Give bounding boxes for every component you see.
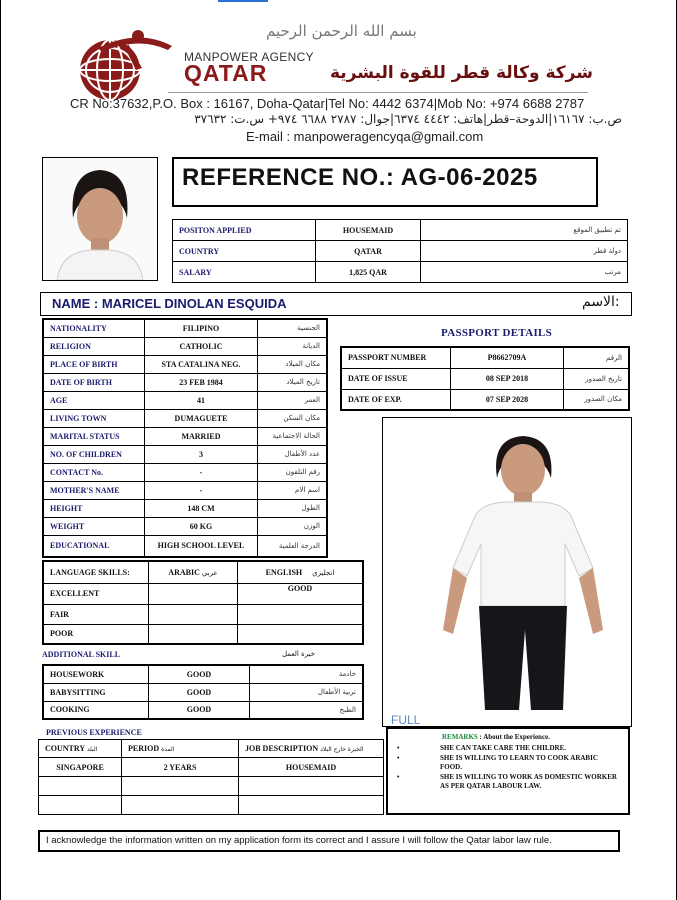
skill-value: GOOD	[149, 683, 250, 701]
skill-value: GOOD	[149, 701, 250, 719]
remarks-title-label: REMARKS	[442, 733, 478, 741]
personal-field-label: HEIGHT	[43, 499, 145, 517]
personal-field-label-arabic: الوزن	[258, 517, 328, 535]
skill-label: COOKING	[43, 701, 149, 719]
header-divider	[168, 92, 588, 93]
passport-table	[340, 346, 630, 411]
country-label: COUNTRY	[173, 241, 316, 262]
country-label-arabic: دولة قطر	[421, 241, 628, 262]
personal-field-label: EDUCATIONAL	[43, 535, 145, 557]
english-excellent: GOOD	[238, 583, 364, 604]
personal-field-label: MARITAL STATUS	[43, 427, 145, 445]
experience-job	[239, 777, 384, 796]
position-value: HOUSEMAID	[316, 220, 421, 241]
contact-line-english: CR No:37632,P.O. Box : 16167, Doha-Qatar|Tel No: 4442 6374|Mob No: +974 6688 2787	[70, 96, 585, 111]
additional-skill-title-arabic: خبرة العمل	[282, 650, 315, 658]
table-row	[43, 319, 327, 337]
english-poor	[238, 624, 364, 644]
personal-field-label: AGE	[43, 391, 145, 409]
personal-field-value: -	[145, 481, 258, 499]
remarks-bullet: •	[397, 773, 400, 781]
english-fair	[238, 604, 364, 624]
job-header	[239, 740, 384, 758]
personal-field-value: 41	[145, 391, 258, 409]
skill-label-arabic: تربية الأطفال	[250, 683, 364, 701]
table-row	[43, 499, 327, 517]
arabic-fair	[149, 604, 238, 624]
table-row	[341, 368, 629, 389]
table-row	[341, 389, 629, 410]
remarks-item: SHE IS WILLING TO WORK AS DOMESTIC WORKER AS PER QATAR LABOUR LAW.	[440, 773, 617, 790]
country-header-arabic: البلد	[86, 746, 98, 753]
table-row	[43, 391, 327, 409]
table-row	[39, 796, 384, 815]
applicant-full-body-photo	[382, 417, 632, 727]
skill-label-arabic: الطبخ	[250, 701, 364, 719]
personal-field-label-arabic: عدد الأطفال	[258, 445, 328, 463]
personal-field-value: MARRIED	[145, 427, 258, 445]
language-skills-table	[42, 560, 364, 645]
passport-field-value: 08 SEP 2018	[451, 368, 564, 389]
table-row	[43, 355, 327, 373]
table-row	[39, 740, 384, 758]
personal-field-label: WEIGHT	[43, 517, 145, 535]
additional-skill-title: ADDITIONAL SKILL	[42, 650, 121, 659]
passport-field-value: P8662709A	[451, 347, 564, 368]
personal-field-label-arabic: تاريخ الميلاد	[258, 373, 328, 391]
salary-label: SALARY	[173, 262, 316, 283]
table-row	[43, 481, 327, 499]
position-label: POSITON APPLIED	[173, 220, 316, 241]
personal-field-label: MOTHER'S NAME	[43, 481, 145, 499]
experience-country: SINGAPORE	[39, 758, 122, 777]
level-excellent: EXCELLENT	[43, 583, 149, 604]
personal-field-label-arabic: الحالة الاجتماعية	[258, 427, 328, 445]
remarks-bullet: •	[397, 744, 400, 752]
applicant-headshot-photo	[42, 157, 158, 281]
personal-field-label: NATIONALITY	[43, 319, 145, 337]
personal-field-value: HIGH SCHOOL LEVEL	[145, 535, 258, 557]
remarks-item: SHE IS WILLING TO LEARN TO COOK ARABIC FOOD.	[440, 754, 598, 771]
page-border-left	[0, 0, 1, 900]
table-row	[173, 262, 628, 283]
table-row	[39, 758, 384, 777]
personal-field-label: DATE OF BIRTH	[43, 373, 145, 391]
table-row	[43, 561, 363, 583]
arabic-excellent	[149, 583, 238, 604]
experience-period	[122, 796, 239, 815]
email-line: E-mail : manpoweragencyqa@gmail.com	[246, 129, 484, 144]
table-row	[43, 445, 327, 463]
personal-field-value: 60 KG	[145, 517, 258, 535]
top-accent-line	[218, 0, 268, 2]
contact-line-arabic: ص.ب: ١٦١٦٧|الدوحة–قطر|هاتف: ٤٤٤٢ ٦٣٧٤|جوال: ٢٧٨٧ ٦٦٨٨ ٩٧٤+ س.ت: ٣٧٦٣٢	[194, 112, 622, 126]
table-row	[43, 409, 327, 427]
personal-field-label-arabic: الجنسية	[258, 319, 328, 337]
remarks-title-suffix: : About the Experience.	[477, 733, 550, 741]
personal-field-label-arabic: الديانة	[258, 337, 328, 355]
personal-field-value: STA CATALINA NEG.	[145, 355, 258, 373]
table-row	[43, 701, 363, 719]
additional-skill-table	[42, 664, 364, 720]
table-row	[341, 347, 629, 368]
name-label-arabic: الاسم:	[582, 294, 620, 310]
job-header-label: JOB DESCRIPTION	[245, 744, 319, 753]
skill-label-arabic: خادمة	[250, 665, 364, 683]
remarks-item: SHE CAN TAKE CARE THE CHILDRE.	[440, 744, 567, 752]
skill-value: GOOD	[149, 665, 250, 683]
personal-field-value: -	[145, 463, 258, 481]
table-row	[173, 241, 628, 262]
country-header-label: COUNTRY	[45, 744, 85, 753]
passport-field-label-arabic: الرقم	[564, 347, 630, 368]
personal-field-label-arabic: مكان الميلاد	[258, 355, 328, 373]
table-row	[43, 373, 327, 391]
arabic-column	[149, 561, 238, 583]
experience-country	[39, 777, 122, 796]
arabic-label-arabic: عربي	[201, 568, 218, 577]
personal-field-label: RELIGION	[43, 337, 145, 355]
job-header-arabic: الخبرة خارج البلاد	[320, 746, 364, 753]
applicant-name: NAME : MARICEL DINOLAN ESQUIDA	[52, 296, 287, 311]
passport-field-label: DATE OF EXP.	[341, 389, 451, 410]
personal-field-value: DUMAGUETE	[145, 409, 258, 427]
table-row	[173, 220, 628, 241]
personal-field-label: NO. OF CHILDREN	[43, 445, 145, 463]
personal-field-value: 23 FEB 1984	[145, 373, 258, 391]
remarks-bullet: •	[397, 754, 400, 762]
period-header-arabic: المدة	[161, 746, 175, 753]
personal-field-label-arabic: رقم التلفون	[258, 463, 328, 481]
passport-field-label-arabic: مكان الصدور	[564, 389, 630, 410]
previous-experience-table	[38, 739, 384, 815]
personal-field-label-arabic: العمر	[258, 391, 328, 409]
reference-number: REFERENCE NO.: AG-06-2025	[182, 164, 538, 191]
table-row	[43, 337, 327, 355]
table-row	[43, 604, 363, 624]
acknowledgement-text: I acknowledge the information written on my application form its correct and I assure I will follow the Qatar labor law rule.	[46, 835, 552, 846]
personal-field-label-arabic: الدرجة العلمية	[258, 535, 328, 557]
table-row	[43, 517, 327, 535]
arabic-label: ARABIC	[168, 567, 200, 577]
personal-field-label-arabic: اسم الام	[258, 481, 328, 499]
agency-name-small: MANPOWER AGENCY	[184, 50, 314, 64]
passport-field-label: PASSPORT NUMBER	[341, 347, 451, 368]
experience-period: 2 YEARS	[122, 758, 239, 777]
personal-field-value: CATHOLIC	[145, 337, 258, 355]
agency-name-big: QATAR	[184, 60, 268, 86]
language-header: LANGUAGE SKILLS:	[43, 561, 149, 583]
country-value: QATAR	[316, 241, 421, 262]
english-column	[238, 561, 364, 583]
personal-field-label-arabic: الطول	[258, 499, 328, 517]
english-label-arabic: انجليزي	[312, 568, 335, 577]
table-row	[43, 624, 363, 644]
position-table	[172, 219, 628, 283]
personal-details-table	[42, 318, 328, 558]
personal-field-label: CONTACT No.	[43, 463, 145, 481]
personal-field-value: 148 CM	[145, 499, 258, 517]
english-label: ENGLISH	[265, 567, 303, 577]
remarks-title	[442, 733, 550, 741]
experience-job: HOUSEMAID	[239, 758, 384, 777]
salary-value: 1,825 QAR	[316, 262, 421, 283]
position-label-arabic: تم تطبيق الموقع	[421, 220, 628, 241]
agency-globe-logo	[68, 28, 178, 102]
table-row	[43, 463, 327, 481]
previous-experience-title: PREVIOUS EXPERIENCE	[46, 728, 142, 737]
bismillah-calligraphy: بسم الله الرحمن الرحيم	[266, 22, 417, 40]
table-row	[43, 665, 363, 683]
experience-country	[39, 796, 122, 815]
period-header-label: PERIOD	[128, 744, 160, 753]
table-row	[43, 427, 327, 445]
table-row	[43, 535, 327, 557]
personal-field-value: 3	[145, 445, 258, 463]
agency-name-arabic: شركة وكالة قطر للقوة البشرية	[330, 63, 593, 83]
personal-field-label: PLACE OF BIRTH	[43, 355, 145, 373]
table-row	[43, 683, 363, 701]
skill-label: BABYSITTING	[43, 683, 149, 701]
table-row	[39, 777, 384, 796]
experience-period	[122, 777, 239, 796]
salary-label-arabic: مرتب	[421, 262, 628, 283]
table-row	[43, 583, 363, 604]
level-poor: POOR	[43, 624, 149, 644]
photo-caption: FULL	[391, 713, 421, 726]
passport-field-label-arabic: تاريخ الصدور	[564, 368, 630, 389]
country-header	[39, 740, 122, 758]
passport-field-label: DATE OF ISSUE	[341, 368, 451, 389]
personal-field-label-arabic: مكان السكن	[258, 409, 328, 427]
period-header	[122, 740, 239, 758]
skill-label: HOUSEWORK	[43, 665, 149, 683]
passport-field-value: 07 SEP 2028	[451, 389, 564, 410]
arabic-poor	[149, 624, 238, 644]
personal-field-value: FILIPINO	[145, 319, 258, 337]
personal-field-label: LIVING TOWN	[43, 409, 145, 427]
experience-job	[239, 796, 384, 815]
passport-details-title: PASSPORT DETAILS	[441, 327, 553, 339]
level-fair: FAIR	[43, 604, 149, 624]
